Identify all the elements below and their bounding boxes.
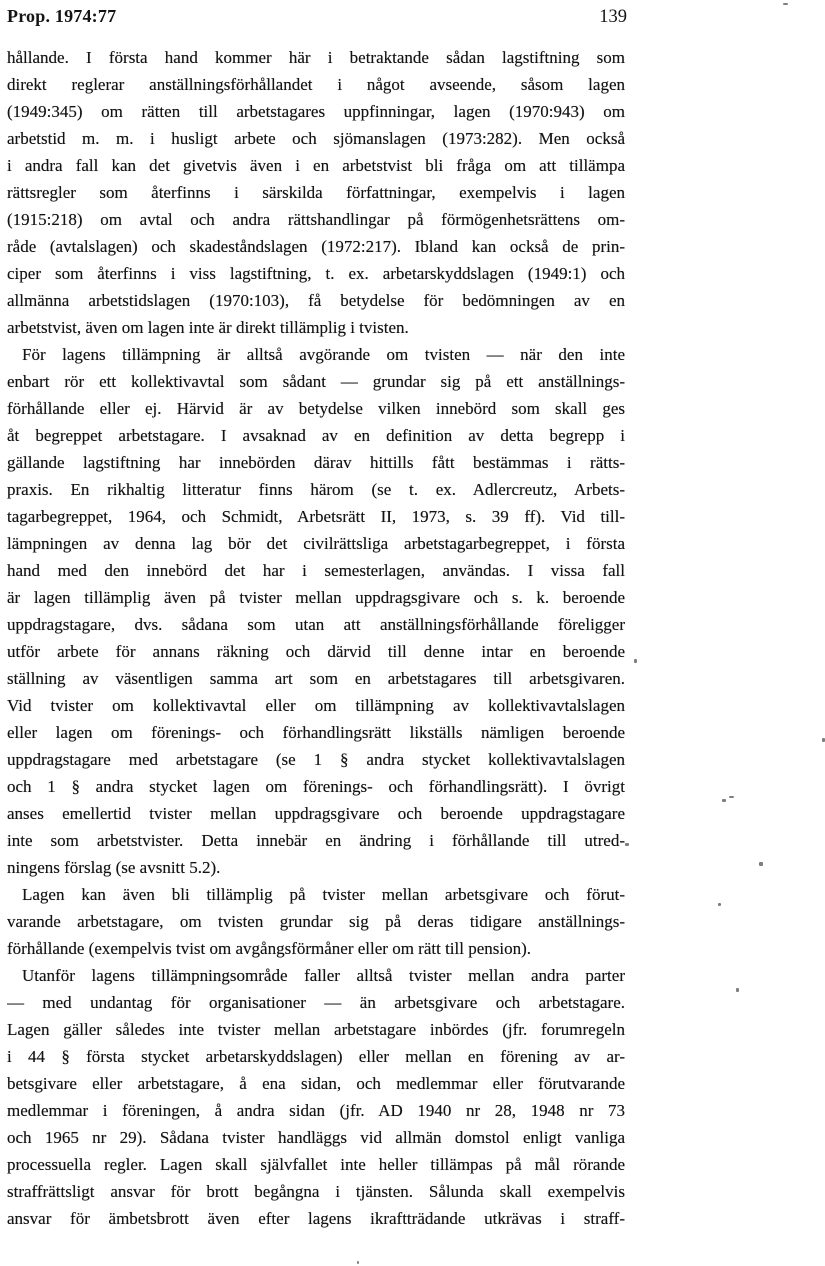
paragraph: [7, 962, 625, 1232]
text-line: ansvar för ämbetsbrott även efter lagens ikraftträdande utkrävas i straff-: [7, 1209, 625, 1228]
paragraph: [7, 44, 625, 341]
text-line: förhållande (exempelvis tvist om avgångsförmåner eller om rätt till pension).: [7, 939, 532, 958]
text-line: hand med den innebörd det har i semesterlagen, användas. I vissa fall: [7, 561, 625, 580]
text-line: ställning av väsentligen samma art som en arbetstagares till arbetsgivaren.: [7, 669, 625, 688]
scan-speck: [718, 903, 721, 906]
text-line: ningens förslag (se avsnitt 5.2).: [7, 858, 221, 877]
text-line: utför arbete för annans räkning och därvid till denne intar en beroende: [7, 642, 625, 661]
text-line: Lagen gäller således inte tvister mellan arbetstagare inbördes (jfr. forumregeln: [7, 1020, 625, 1039]
text-line: processuella regler. Lagen skall självfallet inte heller tillämpas på mål rörande: [7, 1155, 625, 1174]
text-line: Lagen kan även bli tillämplig på tvister mellan arbetsgivare och förut-: [22, 885, 625, 904]
document-title: Prop. 1974:77: [7, 6, 117, 26]
text-line: och 1965 nr 29). Sådana tvister handläggs vid allmän domstol enligt vanliga: [7, 1128, 625, 1147]
text-line: inte som arbetstvister. Detta innebär en ändring i förhållande till utred-: [7, 831, 625, 850]
text-line: åt begreppet arbetstagare. I avsaknad av en definition av detta begrepp i: [7, 426, 625, 445]
text-line: uppdragstagare, dvs. sådana som utan att anställningsförhållande föreligger: [7, 615, 625, 634]
text-line: förhållande eller ej. Härvid är av betydelse vilken innebörd som skall ges: [7, 399, 625, 418]
paragraph: [7, 341, 625, 881]
text-line: gällande lagstiftning har innebörden därav hittills fått bestämmas i rätts-: [7, 453, 625, 472]
text-line: allmänna arbetstidslagen (1970:103), få betydelse för bedömningen av en: [7, 291, 625, 310]
text-line: uppdragstagare med arbetstagare (se 1 § andra stycket kollektivavtalslagen: [7, 750, 625, 769]
text-line: lämpningen av denna lag bör det civilrättsliga arbetstagarbegreppet, i första: [7, 534, 625, 553]
text-line: varande arbetstagare, om tvisten grundar sig på deras tidigare anställnings-: [7, 912, 625, 931]
scan-speck: [625, 843, 629, 846]
text-block: [7, 44, 625, 1232]
text-line: arbetstid m. m. i husligt arbete och sjömanslagen (1973:282). Men också: [7, 129, 625, 148]
text-line: råde (avtalslagen) och skadeståndslagen (1972:217). Ibland kan också de prin-: [7, 237, 625, 256]
text-line: (1949:345) om rätten till arbetstagares uppfinningar, lagen (1970:943) om: [7, 102, 625, 121]
scan-speck: [729, 796, 734, 798]
scan-speck: [722, 799, 726, 802]
text-line: betsgivare eller arbetstagare, å ena sidan, och medlemmar eller förutvarande: [7, 1074, 625, 1093]
scan-speck: [736, 988, 739, 992]
text-line: Utanför lagens tillämpningsområde faller alltså tvister mellan andra parter: [22, 966, 625, 985]
text-line: hållande. I första hand kommer här i betraktande sådan lagstiftning som: [7, 48, 625, 67]
scan-speck: [783, 3, 788, 5]
page-number: 139: [599, 7, 627, 27]
text-line: arbetstvist, även om lagen inte är direkt tillämplig i tvisten.: [7, 318, 409, 337]
scan-speck: [759, 862, 763, 866]
text-line: är lagen tillämplig även på tvister mellan uppdragsgivare och s. k. beroende: [7, 588, 625, 607]
text-line: och 1 § andra stycket lagen om förenings- och förhandlingsrätt). I övrigt: [7, 777, 625, 796]
text-line: För lagens tillämpning är alltså avgörande om tvisten — när den inte: [22, 345, 625, 364]
text-line: praxis. En rikhaltig litteratur finns härom (se t. ex. Adlercreutz, Arbets-: [7, 480, 625, 499]
text-line: eller lagen om förenings- och förhandlingsrätt likställs nämligen beroende: [7, 723, 625, 742]
text-line: i 44 § första stycket arbetarskyddslagen) eller mellan en förening av ar-: [7, 1047, 625, 1066]
text-line: tagarbegreppet, 1964, och Schmidt, Arbetsrätt II, 1973, s. 39 ff). Vid till-: [7, 507, 625, 526]
text-line: ciper som återfinns i viss lagstiftning, t. ex. arbetarskyddslagen (1949:1) och: [7, 264, 625, 283]
text-line: i andra fall kan det givetvis även i en arbetstvist bli fråga om att tillämpa: [7, 156, 625, 175]
scan-speck: [634, 659, 637, 663]
text-line: medlemmar i föreningen, å andra sidan (jfr. AD 1940 nr 28, 1948 nr 73: [7, 1101, 625, 1120]
text-line: anses emellertid tvister mellan uppdragsgivare och beroende uppdragstagare: [7, 804, 625, 823]
text-line: — med undantag för organisationer — än arbetsgivare och arbetstagare.: [7, 993, 625, 1012]
text-line: straffrättsligt ansvar för brott begångna i tjänsten. Sålunda skall exempelvis: [7, 1182, 625, 1201]
text-line: Vid tvister om kollektivavtal eller om tillämpning av kollektivavtalslagen: [7, 696, 625, 715]
text-line: direkt reglerar anställningsförhållandet i något avseende, såsom lagen: [7, 75, 625, 94]
scan-speck: [357, 1261, 359, 1264]
paragraph: [7, 881, 625, 962]
page-header: [7, 6, 627, 28]
text-line: rättsregler som återfinns i särskilda författningar, exempelvis i lagen: [7, 183, 625, 202]
text-line: enbart rör ett kollektivavtal som sådant — grundar sig på ett anställnings-: [7, 372, 625, 391]
text-line: (1915:218) om avtal och andra rättshandlingar på förmögenhetsrättens om-: [7, 210, 625, 229]
